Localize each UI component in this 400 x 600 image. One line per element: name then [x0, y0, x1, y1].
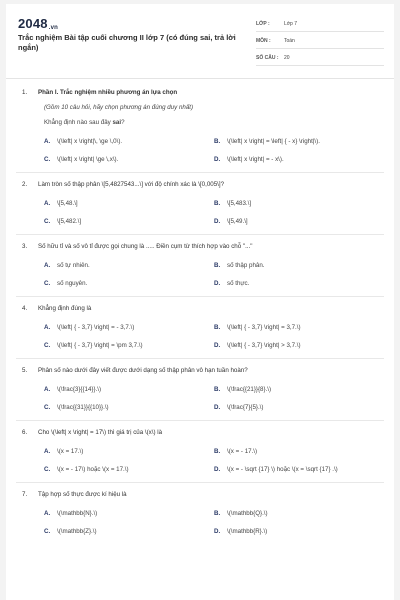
option-letter: C. — [44, 466, 51, 473]
option-text: \(\left| { - 3,7} \right| = \pm 3,7.\) — [57, 342, 143, 349]
option-letter: C. — [44, 218, 51, 225]
option-letter: A. — [44, 138, 51, 145]
option-d[interactable] — [214, 217, 394, 226]
option-letter: D. — [214, 218, 221, 225]
option-b[interactable] — [214, 261, 394, 270]
option-d[interactable] — [214, 465, 394, 474]
document-title: Trắc nghiệm Bài tập cuối chương II lớp 7 (có đúng sai, trả lời ngắn) — [18, 33, 236, 52]
question-stem — [6, 304, 394, 313]
option-a[interactable] — [44, 323, 214, 332]
option-d[interactable] — [214, 403, 394, 412]
answer-options — [6, 447, 394, 474]
option-text: \(\mathbb{R}.\) — [227, 528, 268, 535]
option-letter: B. — [214, 510, 221, 517]
answer-options — [6, 385, 394, 412]
option-text: \(\left| x \right|\, \ge \,0\). — [57, 138, 123, 145]
option-letter: A. — [44, 510, 51, 517]
option-letter: B. — [214, 200, 221, 207]
meta-row-subject — [256, 34, 384, 49]
worksheet-page — [6, 4, 394, 600]
option-letter: D. — [214, 342, 221, 349]
option-letter: C. — [44, 528, 51, 535]
option-letter: B. — [214, 324, 221, 331]
question-item — [6, 428, 394, 474]
meta-row-count — [256, 51, 384, 66]
answer-options — [6, 509, 394, 536]
prompt-emphasis: sai — [112, 119, 122, 126]
option-letter: C. — [44, 342, 51, 349]
option-text: \(x = - \sqrt {17} \) hoặc \(x = \sqrt {17} .\) — [227, 466, 338, 473]
option-letter: A. — [44, 200, 51, 207]
option-text: \(\left| { - 3,7} \right| = - 3,7.\) — [57, 324, 135, 331]
option-text: \(\mathbb{N}.\) — [57, 510, 98, 517]
question-number: 1. — [22, 89, 28, 96]
question-item — [6, 180, 394, 226]
meta-label: SỐ CÂU : — [256, 55, 279, 61]
option-text: \(\frac{7}{5}.\) — [227, 404, 264, 411]
answer-options — [6, 199, 394, 226]
option-text: \(\left| { - 3,7} \right| = 3,7.\) — [227, 324, 301, 331]
option-b[interactable] — [214, 509, 394, 518]
option-b[interactable] — [214, 199, 394, 208]
option-text: \[5,482.\] — [57, 218, 82, 225]
meta-value: Toán — [284, 38, 295, 44]
option-a[interactable] — [44, 261, 214, 270]
option-d[interactable] — [214, 279, 394, 288]
option-text: \[5,483.\] — [227, 200, 252, 207]
option-letter: C. — [44, 404, 51, 411]
question-stem — [6, 490, 394, 499]
option-letter: B. — [214, 386, 221, 393]
header-divider — [6, 78, 394, 79]
option-text: \(\frac{{21}}{8}.\) — [227, 386, 272, 393]
option-letter: D. — [214, 280, 221, 287]
question-stem — [6, 428, 394, 437]
answer-options — [6, 261, 394, 288]
question-divider — [16, 172, 384, 173]
option-text: \(\mathbb{Z}.\) — [57, 528, 97, 535]
option-text: \(\left| x \right| = - x\). — [227, 156, 284, 163]
prompt-text: Khẳng định nào sau đây — [44, 119, 113, 126]
site-logo[interactable] — [18, 16, 58, 31]
option-letter: D. — [214, 466, 221, 473]
question-divider — [16, 296, 384, 297]
section-instruction: (Gồm 10 câu hỏi, hãy chọn phương án đúng duy nhất) — [44, 104, 194, 111]
option-letter: B. — [214, 138, 221, 145]
option-c[interactable] — [44, 341, 214, 350]
question-text: Khẳng định đúng là — [38, 305, 92, 312]
question-text: Làm tròn số thập phân \[5,4827543...\] với độ chính xác là \[0,005\]? — [38, 181, 225, 188]
option-text: \(\mathbb{Q}.\) — [227, 510, 268, 517]
question-item — [6, 242, 394, 288]
question-stem — [6, 180, 394, 189]
option-c[interactable] — [44, 403, 214, 412]
option-letter: A. — [44, 448, 51, 455]
meta-label: LỚP : — [256, 21, 270, 27]
option-letter: D. — [214, 528, 221, 535]
question-list — [6, 84, 394, 536]
option-letter: D. — [214, 156, 221, 163]
option-text: \(x = 17.\) — [57, 448, 84, 455]
prompt-end: ? — [121, 119, 125, 126]
question-item — [6, 304, 394, 350]
option-text: số thập phân. — [227, 262, 265, 269]
option-text: \(\left| { - 3,7} \right| > 3,7.\) — [227, 342, 301, 349]
option-a[interactable] — [44, 385, 214, 394]
question-text: Tập hợp số thực được kí hiệu là — [38, 491, 127, 498]
option-text: số thực. — [227, 280, 250, 287]
option-letter: A. — [44, 324, 51, 331]
option-text: \(\frac{3}{{14}}.\) — [57, 386, 102, 393]
answer-options — [6, 137, 394, 164]
option-d[interactable] — [214, 341, 394, 350]
question-text: Số hữu tỉ và số vô tỉ được gọi chung là ..... Điền cụm từ thích hợp vào chỗ "..." — [38, 243, 253, 250]
question-item — [6, 490, 394, 536]
meta-label: MÔN : — [256, 38, 271, 44]
answer-options — [6, 323, 394, 350]
option-text: \(\frac{{31}}{{10}}.\) — [57, 404, 109, 411]
option-text: \(x = - 17\) hoặc \(x = 17.\) — [57, 466, 129, 473]
option-letter: A. — [44, 386, 51, 393]
option-d[interactable] — [214, 527, 394, 536]
question-item — [6, 88, 394, 164]
option-b[interactable] — [214, 137, 394, 146]
option-letter: B. — [214, 448, 221, 455]
option-text: số tự nhiên. — [57, 262, 90, 269]
option-text: \(\left| x \right| \ge \,x\). — [57, 156, 119, 163]
section-title: Phần I. Trắc nghiệm nhiều phương án lựa chọn — [38, 89, 178, 96]
option-a[interactable] — [44, 509, 214, 518]
option-letter: D. — [214, 404, 221, 411]
option-text: \[5,48.\] — [57, 200, 78, 207]
option-d[interactable] — [214, 155, 394, 164]
question-prompt — [6, 118, 394, 127]
question-number: 3. — [22, 243, 28, 250]
option-letter: C. — [44, 280, 51, 287]
option-a[interactable] — [44, 199, 214, 208]
meta-info — [256, 17, 384, 68]
question-divider — [16, 358, 384, 359]
question-number: 6. — [22, 429, 28, 436]
question-stem — [6, 366, 394, 375]
question-number: 7. — [22, 491, 28, 498]
question-text: Cho \(\left| x \right| = 17\) thì giá trị của \(x\) là — [38, 429, 163, 436]
option-b[interactable] — [214, 323, 394, 332]
option-c[interactable] — [44, 155, 214, 164]
option-letter: C. — [44, 156, 51, 163]
option-b[interactable] — [214, 447, 394, 456]
question-number: 2. — [22, 181, 28, 188]
question-stem — [6, 242, 394, 251]
option-a[interactable] — [44, 447, 214, 456]
question-divider — [16, 482, 384, 483]
option-letter: A. — [44, 262, 51, 269]
logo-suffix: .vn — [48, 25, 59, 31]
question-item — [6, 366, 394, 412]
option-text: \(x = - 17.\) — [227, 448, 258, 455]
option-a[interactable] — [44, 137, 214, 146]
option-c[interactable] — [44, 527, 214, 536]
option-text: \[5,49.\] — [227, 218, 248, 225]
question-number: 4. — [22, 305, 28, 312]
question-divider — [16, 234, 384, 235]
meta-value: 20 — [284, 55, 290, 61]
question-number: 5. — [22, 367, 28, 374]
option-c[interactable] — [44, 465, 214, 474]
option-b[interactable] — [214, 385, 394, 394]
option-letter: B. — [214, 262, 221, 269]
option-text: \(\left| x \right| = \left| { - x} \right|\). — [227, 138, 320, 145]
meta-value: Lớp 7 — [284, 21, 298, 27]
question-text: Phân số nào dưới đây viết được dưới dạng số thập phân vô hạn tuần hoàn? — [38, 367, 248, 374]
section-heading — [6, 88, 394, 97]
question-divider — [16, 420, 384, 421]
logo-text: 2048 — [18, 16, 48, 31]
option-text: số nguyên. — [57, 280, 88, 287]
page-header — [6, 4, 394, 72]
option-c[interactable] — [44, 279, 214, 288]
option-c[interactable] — [44, 217, 214, 226]
meta-row-grade — [256, 17, 384, 32]
